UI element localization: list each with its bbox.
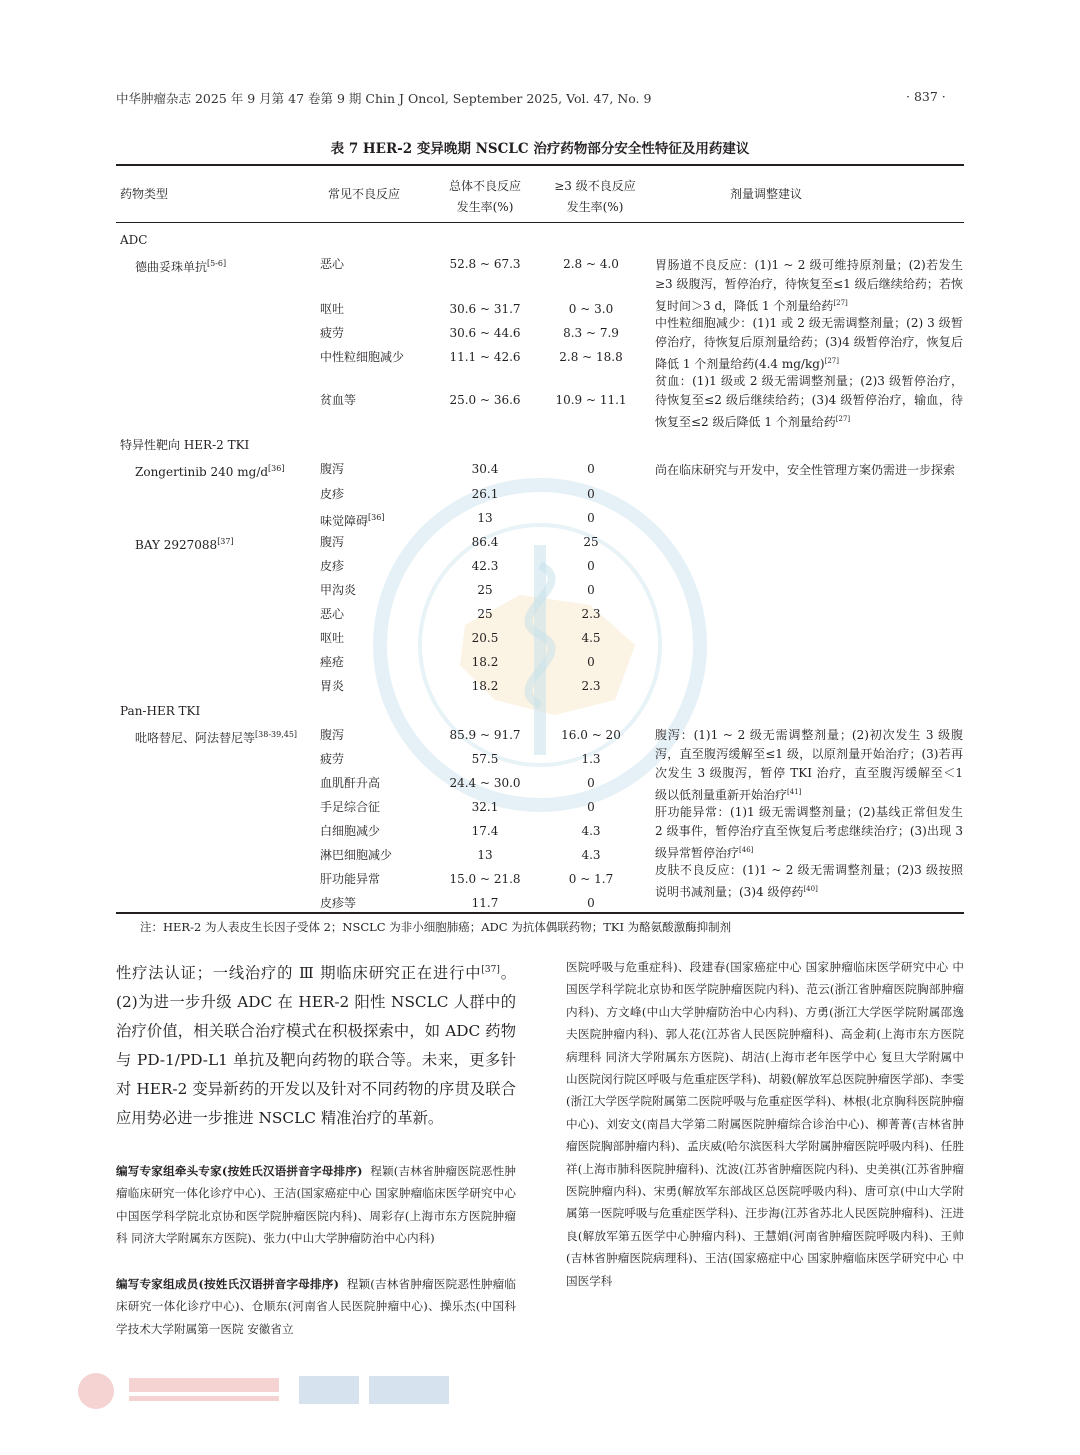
grade3-rate-cell: 8.3 ~ 7.9 (563, 326, 619, 340)
adverse-event-cell: 恶心 (320, 607, 345, 621)
grade3-rate-cell: 2.8 ~ 4.0 (563, 257, 619, 271)
overall-rate-cell: 15.0 ~ 21.8 (449, 872, 521, 886)
col-header-drug: 药物类型 (120, 187, 169, 201)
body-paragraph: 性疗法认证；一线治疗的 Ⅲ 期临床研究正在进行中[37]。(2)为进一步升级 ADC 在 HER-2 阳性 NSCLC 人群中的治疗价值，相关联合治疗模式在积极探索中，如 ADC 药物与 PD-1/PD-L1 单抗及靶向药物的联合等。未来，更多针对 HER-2 变异新药的开发以及针对不同药物的序贯及联合应用势必进一步推进 NSCLC 精准治疗的革新。 (116, 964, 516, 1128)
overall-rate-cell: 11.7 (471, 896, 499, 910)
grade3-rate-cell: 2.3 (581, 679, 601, 693)
page-number: · 837 · (906, 89, 946, 104)
grade3-rate-cell: 25 (583, 535, 599, 549)
lead-experts: 编写专家组牵头专家(按姓氏汉语拼音字母排序) 程颖(吉林省肿瘤医院恶性肿瘤临床研究一体化诊疗中心)、王洁(国家癌症中心 国家肿瘤临床医学研究中心 中国医学科学院北京协和医学院肿瘤医院内科)、周彩存(上海市东方医院肿瘤科 同济大学附属东方医院)、张力(中山大学肿瘤防治中心内科) (116, 1164, 516, 1246)
table-head-rule (116, 222, 964, 223)
table-note: 注：HER-2 为人表皮生长因子受体 2；NSCLC 为非小细胞肺癌；ADC 为抗体偶联药物；TKI 为酪氨酸激酶抑制剂 (140, 920, 732, 934)
drug-name: 德曲妥珠单抗[5-6] (135, 259, 227, 274)
grade3-rate-cell: 0 (587, 800, 595, 814)
publisher-logo (74, 1366, 474, 1416)
running-header: 中华肿瘤杂志 2025 年 9 月第 47 卷第 9 期 Chin J Oncol, September 2025, Vol. 47, No. 9 (116, 91, 652, 106)
overall-rate-cell: 11.1 ~ 42.6 (449, 350, 521, 364)
grade3-rate-cell: 0 ~ 3.0 (568, 302, 614, 316)
grade3-rate-cell: 0 (587, 896, 595, 910)
overall-rate-cell: 24.4 ~ 30.0 (449, 776, 521, 790)
expert-members: 编写专家组成员(按姓氏汉语拼音字母排序) 程颖(吉林省肿瘤医院恶性肿瘤临床研究一体化诊疗中心)、仓顺东(河南省人民医院肿瘤中心)、操乐杰(中国科学技术大学附属第一医院 安徽省立 (116, 1277, 516, 1336)
grade3-rate-cell: 0 (587, 583, 595, 597)
grade3-rate-cell: 2.8 ~ 18.8 (559, 350, 623, 364)
overall-rate-cell: 18.2 (471, 679, 499, 693)
grade3-rate-cell: 4.3 (581, 824, 601, 838)
grade3-rate-cell: 0 (587, 511, 595, 525)
grade3-rate-cell: 16.0 ~ 20 (561, 728, 621, 742)
grade3-rate-cell: 4.3 (581, 848, 601, 862)
col-header-advice: 剂量调整建议 (730, 187, 803, 201)
overall-rate-cell: 25 (477, 583, 493, 597)
adverse-event-cell: 肝功能异常 (320, 872, 381, 886)
overall-rate-cell: 85.9 ~ 91.7 (449, 728, 521, 742)
expert-members-continued: 医院呼吸与危重症科)、段建春(国家癌症中心 国家肿瘤临床医学研究中心 中国医学科学院北京协和医学院肿瘤医院内科)、范云(浙江省肿瘤医院胸部肿瘤内科)、方文峰(中山大学肿瘤防治中心内科)、方勇(浙江大学医学院附属邵逸夫医院肿瘤内科)、郭人花(江苏省人民医院肿瘤科)、高金莉(上海市东方医院病理科 同济大学附属东方医院)、胡洁(上海市老年医学中心 复旦大学附属中山医院闵行院区呼吸与危重症医学科)、胡毅(解放军总医院肿瘤医学部)、李雯(浙江大学医学院附属第二医院呼吸与危重症医学科)、林根(北京胸科医院肿瘤中心)、刘安文(南昌大学第二附属医院肿瘤综合诊治中心)、柳菁菁(吉林省肿瘤医院胸部肿瘤内科)、孟庆威(哈尔滨医科大学附属肿瘤医院呼吸内科)、任胜祥(上海市肺科医院肿瘤科)、沈波(江苏省肿瘤医院内科)、史美祺(江苏省肿瘤医院肿瘤内科)、宋勇(解放军东部战区总医院呼吸内科)、唐可京(中山大学附属第一医院呼吸与危重症医学科)、汪步海(江苏省苏北人民医院肿瘤科)、汪进良(解放军第五医学中心肿瘤内科)、王慧娟(河南省肿瘤医院呼吸内科)、王帅(吉林省肿瘤医院病理科)、王洁(国家癌症中心 国家肿瘤临床医学研究中心 中国医学科 (566, 960, 964, 1288)
adverse-event-cell: 痤疮 (320, 655, 345, 669)
adverse-event-cell: 皮疹 (320, 559, 345, 573)
adverse-event-cell: 白细胞减少 (320, 824, 381, 838)
grade3-rate-cell: 0 (587, 462, 595, 476)
grade3-rate-cell: 2.3 (581, 607, 601, 621)
overall-rate-cell: 25 (477, 607, 493, 621)
table-caption: 表 7 HER-2 变异晚期 NSCLC 治疗药物部分安全性特征及用药建议 (330, 141, 750, 157)
adverse-event-cell: 疲劳 (320, 326, 345, 340)
col-header-ae: 常见不良反应 (328, 187, 401, 201)
overall-rate-cell: 32.1 (471, 800, 499, 814)
overall-rate-cell: 30.4 (471, 462, 499, 476)
drug-name: 吡咯替尼、阿法替尼等[38-39,45] (135, 730, 298, 745)
col-header-g3-rate: ≥3 级不良反应 发生率(%) (554, 179, 636, 214)
adverse-event-cell: 腹泻 (320, 462, 345, 476)
overall-rate-cell: 13 (477, 848, 493, 862)
advice-anemia: 贫血：(1)1 级或 2 级无需调整剂量；(2)3 级暂停治疗，待恢复至≤2 级后继续给药；(3)4 级暂停治疗，输血，待恢复至≤2 级后降低 1 个剂量给药[27] (655, 374, 963, 429)
grade3-rate-cell: 0 (587, 487, 595, 501)
grade3-rate-cell: 0 (587, 559, 595, 573)
section-her2-tki: 特异性靶向 HER-2 TKI (120, 438, 250, 452)
overall-rate-cell: 86.4 (471, 535, 499, 549)
overall-rate-cell: 26.1 (471, 487, 499, 501)
advice-skin: 皮肤不良反应：(1)1 ~ 2 级无需调整剂量；(2)3 级按照说明书减剂量；(3)4 级停药[40] (655, 863, 963, 899)
adverse-event-cell: 呕吐 (320, 631, 345, 645)
overall-rate-cell: 30.6 ~ 44.6 (449, 326, 521, 340)
overall-rate-cell: 17.4 (471, 824, 499, 838)
adverse-event-cell: 血肌酐升高 (320, 776, 381, 790)
adverse-event-cell: 贫血等 (320, 393, 357, 407)
advice-neutropenia: 中性粒细胞减少：(1)1 或 2 级无需调整剂量；(2) 3 级暂停治疗，待恢复后原剂量给药；(3)4 级暂停治疗，恢复后降低 1 个剂量给药(4.4 mg/kg)[27] (655, 316, 963, 371)
advice-gi: 胃肠道不良反应：(1)1 ~ 2 级可维持原剂量；(2)若发生≥3 级腹泻，暂停治疗，待恢复至≤1 级后继续给药；若恢复时间＞3 d，降低 1 个剂量给药[27] (655, 258, 963, 313)
col-header-all-rate: 总体不良反应 发生率(%) (448, 179, 521, 214)
overall-rate-cell: 57.5 (471, 752, 499, 766)
overall-rate-cell: 30.6 ~ 31.7 (449, 302, 521, 316)
grade3-rate-cell: 1.3 (581, 752, 601, 766)
overall-rate-cell: 52.8 ~ 67.3 (449, 257, 521, 271)
adverse-event-cell: 皮疹 (320, 487, 345, 501)
adverse-event-cell: 胃炎 (320, 679, 345, 693)
grade3-rate-cell: 0 ~ 1.7 (568, 872, 614, 886)
grade3-rate-cell: 0 (587, 776, 595, 790)
adverse-event-cell: 手足综合征 (320, 800, 381, 814)
overall-rate-cell: 13 (477, 511, 493, 525)
adverse-event-cell: 味觉障碍[36] (320, 513, 385, 528)
section-pan-her-tki: Pan-HER TKI (120, 704, 201, 718)
overall-rate-cell: 25.0 ~ 36.6 (449, 393, 521, 407)
adverse-event-cell: 淋巴细胞减少 (320, 848, 393, 862)
adverse-event-cell: 皮疹等 (320, 896, 357, 910)
adverse-event-cell: 中性粒细胞减少 (320, 350, 405, 364)
drug-name: Zongertinib 240 mg/d[36] (135, 464, 285, 479)
advice-diarrhea: 腹泻：(1)1 ~ 2 级无需调整剂量；(2)初次发生 3 级腹泻，直至腹泻缓解至≤1 级，以原剂量开始治疗；(3)若再次发生 3 级腹泻，暂停 TKI 治疗，直至腹泻缓解至＜1 级以低剂量重新开始治疗[41] (655, 728, 963, 802)
drug-name: BAY 2927088[37] (135, 537, 234, 552)
advice-tki: 尚在临床研究与开发中，安全性管理方案仍需进一步探索 (655, 463, 956, 477)
advice-liver: 肝功能异常：(1)1 级无需调整剂量；(2)基线正常但发生 2 级事件，暂停治疗直至恢复后考虑继续治疗；(3)出现 3 级异常暂停治疗[46] (655, 805, 963, 860)
grade3-rate-cell: 10.9 ~ 11.1 (555, 393, 627, 407)
grade3-rate-cell: 0 (587, 655, 595, 669)
adverse-event-cell: 腹泻 (320, 728, 345, 742)
overall-rate-cell: 42.3 (471, 559, 499, 573)
overall-rate-cell: 20.5 (471, 631, 499, 645)
grade3-rate-cell: 4.5 (581, 631, 601, 645)
adverse-event-cell: 甲沟炎 (320, 583, 357, 597)
adverse-event-cell: 疲劳 (320, 752, 345, 766)
overall-rate-cell: 18.2 (471, 655, 499, 669)
section-adc: ADC (120, 233, 148, 247)
table-top-rule (116, 164, 964, 166)
adverse-event-cell: 腹泻 (320, 535, 345, 549)
adverse-event-cell: 恶心 (320, 257, 345, 271)
adverse-event-cell: 呕吐 (320, 302, 345, 316)
